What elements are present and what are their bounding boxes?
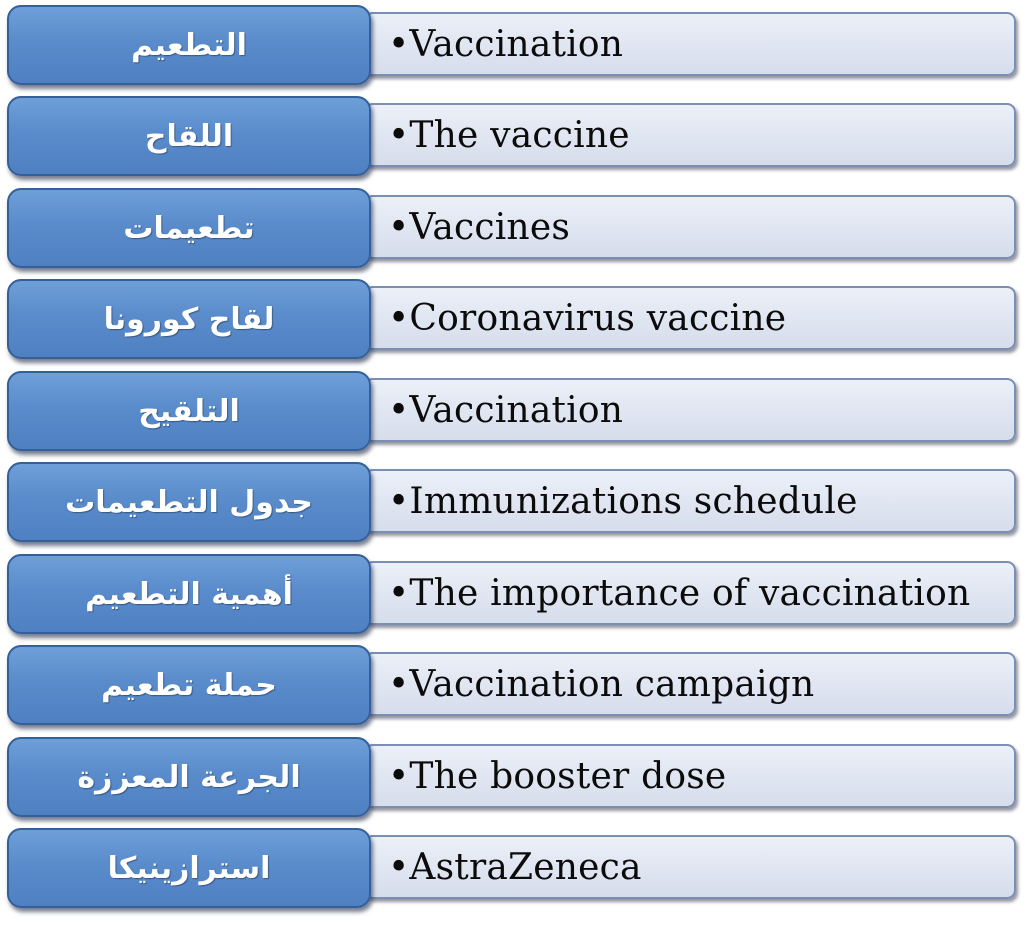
vocab-row — [0, 640, 1028, 724]
arabic-term: حملة تطعيم — [101, 667, 277, 703]
english-term-box — [364, 744, 1016, 808]
arabic-term-box — [7, 96, 371, 176]
arabic-term: التلقيح — [138, 393, 240, 429]
english-term: •Vaccination campaign — [388, 663, 815, 705]
vocab-row — [0, 549, 1028, 633]
english-term-box — [364, 12, 1016, 76]
arabic-term-box — [7, 462, 371, 542]
english-term-box — [364, 195, 1016, 259]
arabic-term: التطعيم — [131, 27, 247, 63]
vocab-row — [0, 457, 1028, 541]
arabic-term: اللقاح — [144, 118, 234, 154]
vocab-row — [0, 366, 1028, 450]
english-term-box — [364, 469, 1016, 533]
english-term: •The importance of vaccination — [388, 572, 971, 614]
arabic-term-box — [7, 371, 371, 451]
english-term: •Vaccination — [388, 389, 624, 431]
english-term: •Coronavirus vaccine — [388, 297, 787, 339]
english-term-box — [364, 561, 1016, 625]
arabic-term-box — [7, 554, 371, 634]
vocab-row — [0, 183, 1028, 267]
arabic-term: لقاح كورونا — [103, 301, 275, 337]
english-term: •Immunizations schedule — [388, 480, 858, 522]
arabic-term-box — [7, 188, 371, 268]
english-term: •The vaccine — [388, 114, 630, 156]
arabic-term-box — [7, 279, 371, 359]
arabic-term-box — [7, 737, 371, 817]
arabic-term: جدول التطعيمات — [65, 484, 313, 520]
vocab-row — [0, 823, 1028, 907]
vocab-row — [0, 274, 1028, 358]
arabic-term-box — [7, 828, 371, 908]
english-term-box — [364, 652, 1016, 716]
arabic-term: أهمية التطعيم — [85, 576, 293, 612]
english-term: •The booster dose — [388, 755, 727, 797]
arabic-term: استرازينيكا — [107, 850, 271, 886]
english-term: •Vaccines — [388, 206, 570, 248]
arabic-term-box — [7, 645, 371, 725]
english-term-box — [364, 378, 1016, 442]
vocab-row — [0, 0, 1028, 84]
english-term-box — [364, 103, 1016, 167]
arabic-term: تطعيمات — [123, 210, 255, 246]
english-term: •AstraZeneca — [388, 846, 642, 888]
english-term-box — [364, 286, 1016, 350]
english-term: •Vaccination — [388, 23, 624, 65]
vocab-row — [0, 91, 1028, 175]
english-term-box — [364, 835, 1016, 899]
arabic-term: الجرعة المعززة — [77, 759, 301, 795]
vocab-row — [0, 732, 1028, 816]
arabic-term-box — [7, 5, 371, 85]
